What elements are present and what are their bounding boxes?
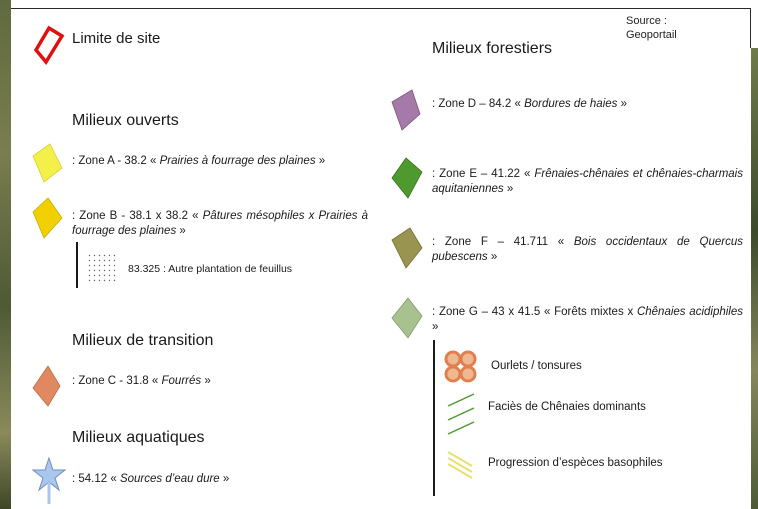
- ourlets-label: Ourlets / tonsures: [491, 360, 582, 372]
- zone-f-swatch: [390, 226, 426, 272]
- legend-frame-right: [750, 8, 751, 48]
- zone-g-name: Chênaies acidiphiles: [636, 306, 743, 318]
- site-limit-icon: [30, 24, 68, 66]
- open-habitats-heading: Milieux ouverts: [72, 112, 179, 129]
- facies-symbol: [446, 392, 478, 438]
- zone-e-swatch: [390, 156, 426, 202]
- facies-label: Faciès de Chênaies dominants: [488, 401, 646, 413]
- forest-subitems-bracket-line: [433, 340, 435, 496]
- zone-e-name: Frênaies-chênaies et chênaies-charmais aquitaniennes: [432, 168, 743, 195]
- zone-c-name: Fourrés: [161, 375, 202, 387]
- legend-frame-top: [11, 8, 751, 9]
- zone-f-label: : Zone F – 41.711 « Bois occidentaux de Quercus pubescens »: [432, 236, 743, 263]
- zone-g-swatch: [390, 296, 426, 342]
- progression-symbol: [446, 448, 476, 482]
- zone-a-label: : Zone A - 38.2 « Prairies à fourrage des plaines »: [72, 155, 326, 167]
- plantation-dot-pattern: [88, 254, 118, 282]
- zone-a-swatch: [30, 142, 66, 186]
- zone-c-swatch: [30, 364, 66, 410]
- zone-d-swatch: [390, 88, 426, 132]
- water-source-name: Sources d’eau dure: [119, 473, 220, 485]
- zone-g-label: : Zone G – 43 x 41.5 « Forêts mixtes x Chênaies acidiphiles »: [432, 306, 743, 333]
- zone-d-label: : Zone D – 84.2 « Bordures de haies »: [432, 98, 627, 110]
- transition-habitats-heading: Milieux de transition: [72, 332, 214, 349]
- zone-c-label: : Zone C - 31.8 « Fourrés »: [72, 375, 211, 387]
- zone-a-name: Prairies à fourrage des plaines: [159, 155, 316, 167]
- zone-b-swatch: [30, 196, 66, 240]
- map-background-right: [751, 48, 758, 509]
- water-source-star-icon: [32, 456, 66, 506]
- plantation-label: 83.325 : Autre plantation de feuillus: [128, 263, 293, 275]
- forest-habitats-heading: Milieux forestiers: [432, 40, 553, 57]
- site-limit-label: Limite de site: [72, 30, 161, 47]
- zone-d-name: Bordures de haies: [524, 98, 618, 110]
- aquatic-habitats-heading: Milieux aquatiques: [72, 429, 205, 446]
- water-source-label: : 54.12 « Sources d’eau dure »: [72, 473, 230, 485]
- map-background-left: [0, 0, 11, 509]
- zone-f-name: Bois occidentaux de Quercus pubescens: [432, 236, 743, 263]
- plantation-bracket-line: [76, 242, 78, 288]
- zone-e-label: : Zone E – 41.22 « Frênaies-chênaies et chênaies-charmais aquitaniennes »: [432, 168, 743, 195]
- ourlets-symbol: [444, 350, 478, 384]
- zone-b-name: Pâtures mésophiles x Prairies à fourrage des plaines: [72, 210, 368, 237]
- progression-label: Progression d’espèces basophiles: [488, 457, 663, 469]
- source-label: Source : Geoportail: [626, 15, 677, 41]
- zone-b-label: : Zone B - 38.1 x 38.2 « Pâtures mésophiles x Prairies à fourrage des plaines »: [72, 210, 368, 237]
